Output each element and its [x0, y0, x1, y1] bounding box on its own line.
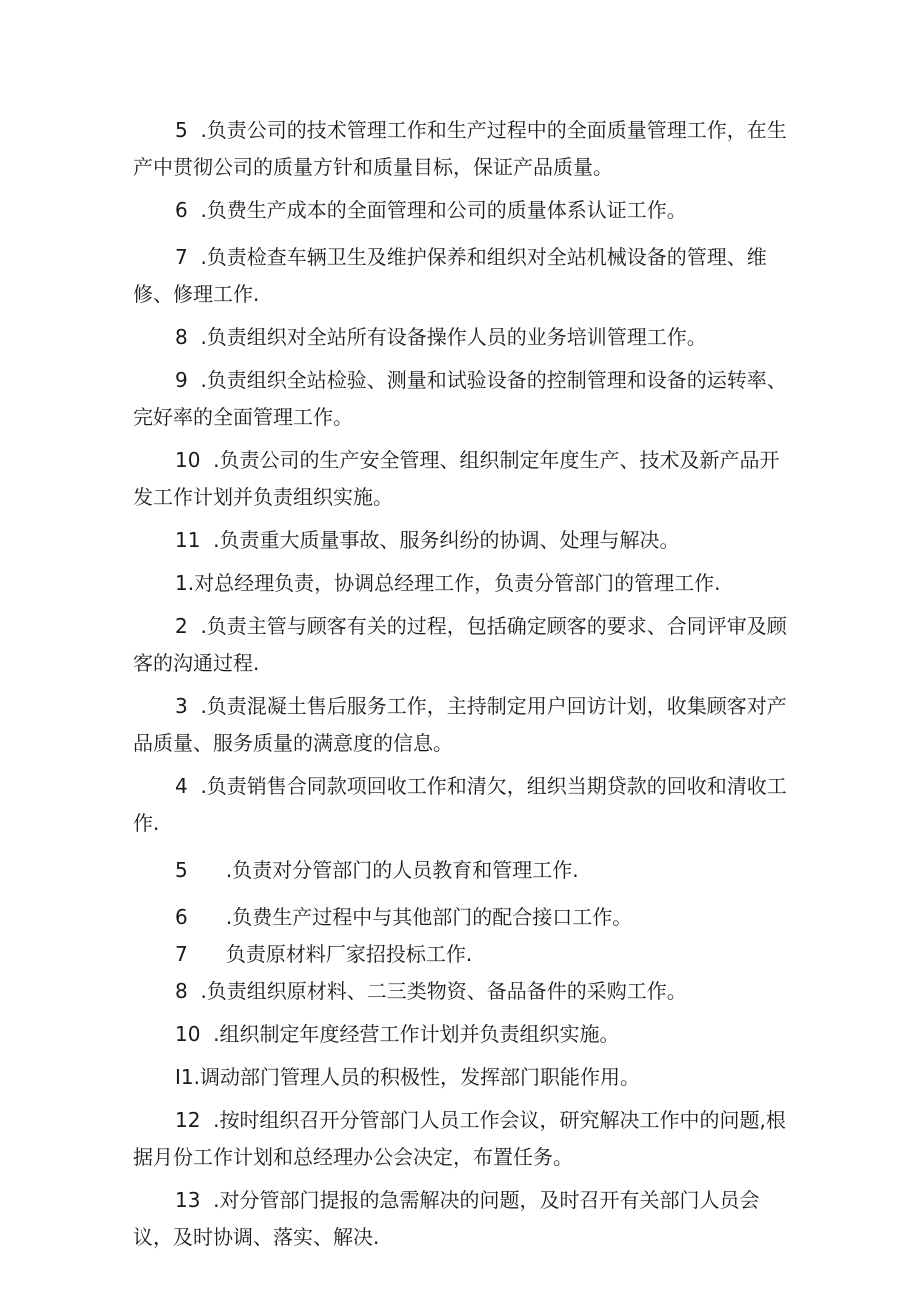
paragraph-3-aftersales: 3 .负责混凝土售后服务工作，主持制定用户回访计划，收集顾客对产品质量、服务质量的满意度的信息。	[133, 694, 787, 755]
paragraph-1-manager: 1.对总经理负责，协调总经理工作，负责分管部门的管理工作.	[175, 571, 721, 595]
paragraph-6-coordination: 6 .负费生产过程中与其他部门的配合接口工作。	[175, 905, 633, 929]
document-body	[133, 112, 793, 1256]
paragraph-9-equipment: 9 .负责组织全站检验、测量和试验设备的控制管理和设备的运转率、完好率的全面管理工作。	[133, 368, 787, 429]
paragraph-5-quality: 5 .负责公司的技术管理工作和生产过程中的全面质量管理工作，在生产中贯彻公司的质量方针和质量目标，保证产品质量。	[133, 118, 787, 179]
paragraph-13-urgent-issues: 13 .对分管部门提报的急需解决的问题，及时召开有关部门人员会议，及时协调、落实、解决.	[133, 1188, 760, 1249]
paragraph-5-education: 5 .负责对分管部门的人员教育和管理工作.	[175, 858, 579, 882]
paragraph-11-incidents: 11 .负责重大质量事故、服务纠纷的协调、处理与解决。	[175, 528, 680, 552]
paragraph-12-meetings: 12 .按时组织召开分管部门人员工作会议，研究解决工作中的问题,根据月份工作计划和总经理办公会决定，布置任务。	[133, 1108, 786, 1169]
paragraph-2-customers: 2 .负责主管与顾客有关的过程，包括确定顾客的要求、合同评审及顾客的沟通过程.	[133, 614, 787, 675]
paragraph-11-motivation: I1.调动部门管理人员的积极性，发挥部门职能作用。	[175, 1065, 640, 1089]
paragraph-8-training: 8 .负责组织对全站所有设备操作人员的业务培训管理工作。	[175, 325, 707, 349]
paragraph-7-vehicles: 7 .负责检查车辆卫生及维护保养和组织对全站机械设备的管理、维修、修理工作.	[133, 245, 767, 306]
paragraph-10-planning: 10 .组织制定年度经营工作计划并负责组织实施。	[175, 1022, 620, 1046]
paragraph-7-bidding: 7 负责原材料厂家招投标工作.	[175, 942, 473, 966]
paragraph-10-safety: 10 .负责公司的生产安全管理、组织制定年度生产、技术及新产品开发工作计划并负责组织实施。	[133, 448, 780, 509]
paragraph-8-purchasing: 8 .负责组织原材料、二三类物资、备品备件的采购工作。	[175, 979, 687, 1003]
paragraph-6-cost: 6 .负费生产成本的全面管理和公司的质量体系认证工作。	[175, 198, 687, 222]
paragraph-4-collections: 4 .负责销售合同款项回收工作和清欠，组织当期贷款的回收和清收工作.	[133, 774, 787, 835]
